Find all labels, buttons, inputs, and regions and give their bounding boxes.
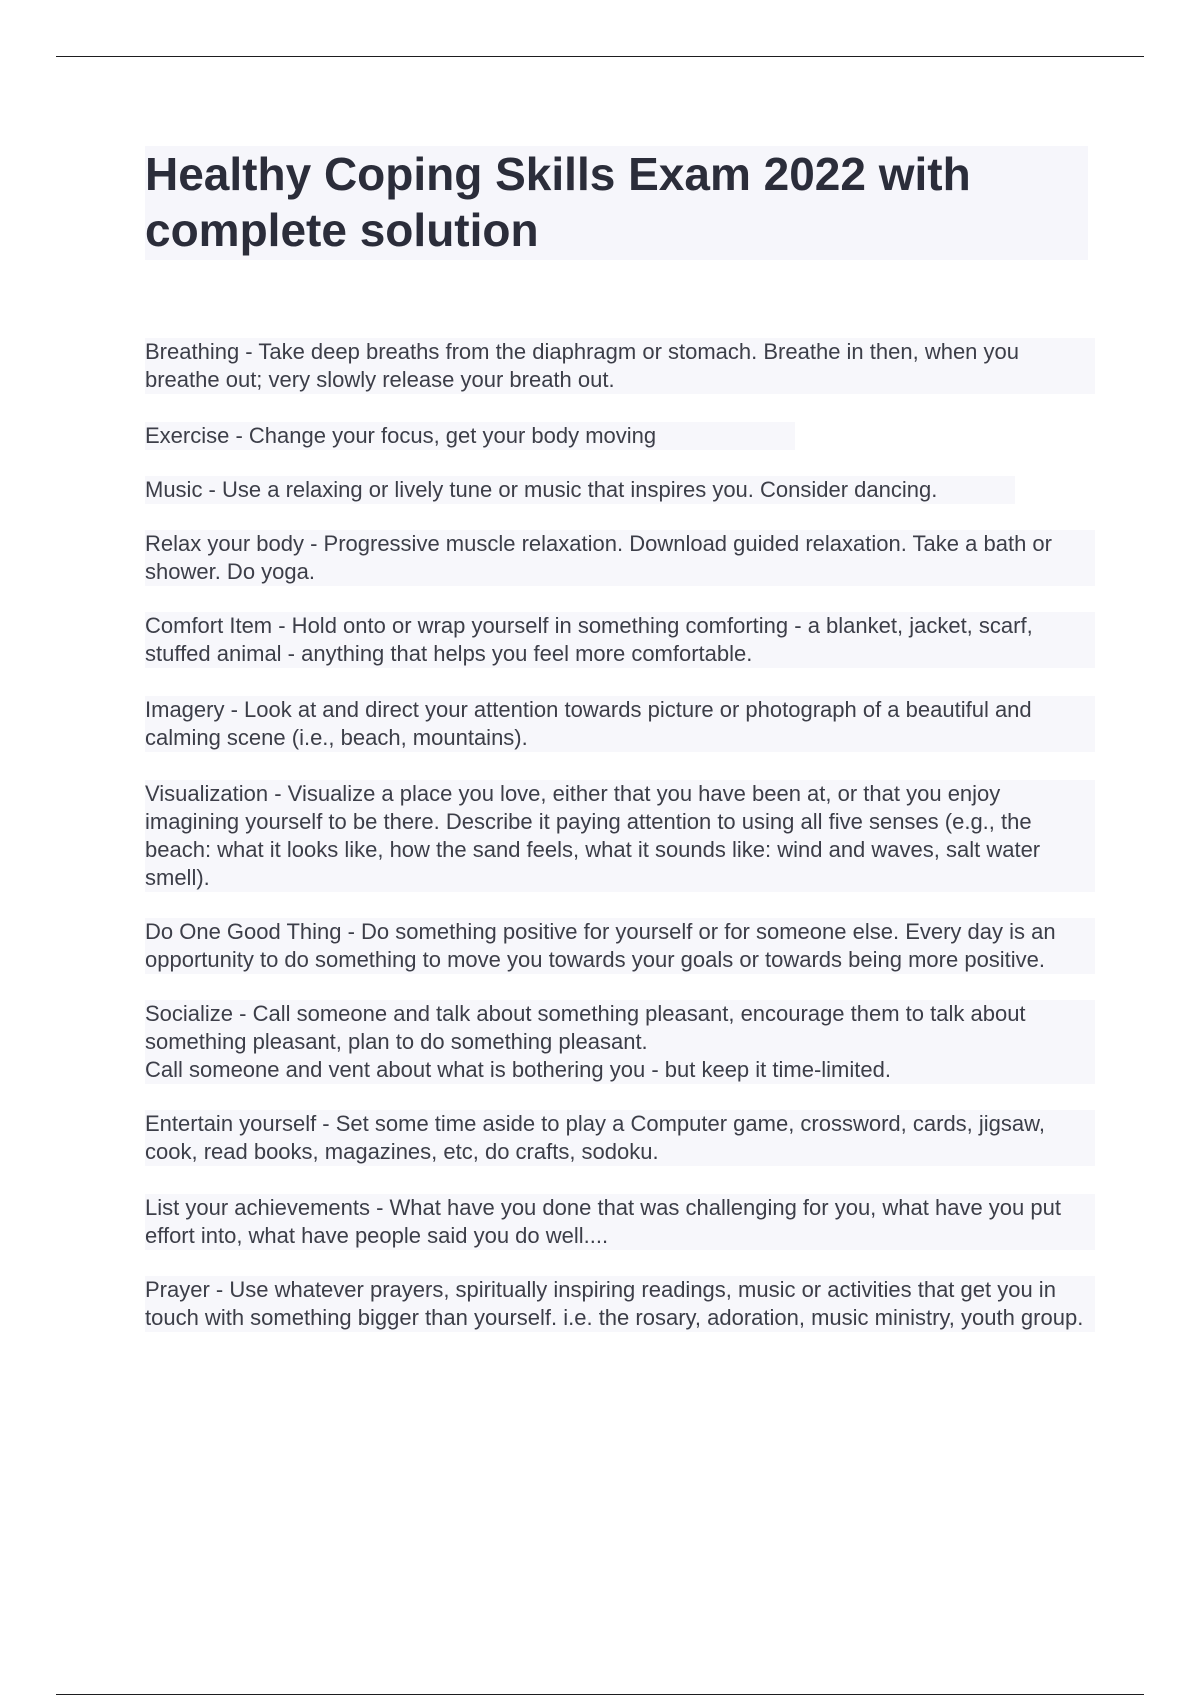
- entry-visualization: [145, 780, 1095, 892]
- entry-comfort-item: [145, 612, 1095, 668]
- title-block: [145, 146, 1088, 260]
- entry-text: Prayer - Use whatever prayers, spiritually inspiring readings, music or activities that get you in touch with something bigger than yourself. i.e. the rosary, adoration, music ministry, youth group.: [145, 1277, 1084, 1330]
- entry-text: Music - Use a relaxing or lively tune or music that inspires you. Consider dancing.: [145, 477, 938, 502]
- entry-text: Comfort Item - Hold onto or wrap yourself in something comforting - a blanket, jacket, scarf, stuffed animal - anything that helps you feel more comfortable.: [145, 613, 1033, 666]
- entry-imagery: [145, 696, 1095, 752]
- entry-text: Visualization - Visualize a place you love, either that you have been at, or that you enjoy imagining yourself to be there. Describe it paying attention to using all five senses (e.g., the beach: what it looks like, how the sand feels, what it sounds like: wind and waves, salt water smell).: [145, 781, 1041, 890]
- entry-entertain-yourself: [145, 1110, 1095, 1166]
- entry-text: Socialize - Call someone and talk about something pleasant, encourage them to talk about something pleasant, plan to do something pleasant.: [145, 1001, 1026, 1054]
- entry-text: Breathing - Take deep breaths from the diaphragm or stomach. Breathe in then, when you breathe out; very slowly release your breath out.: [145, 339, 1019, 392]
- entry-music: [145, 476, 1015, 504]
- entry-prayer: [145, 1276, 1095, 1332]
- coping-skills-list: [145, 338, 1095, 1332]
- entry-text: Relax your body - Progressive muscle relaxation. Download guided relaxation. Take a bath or shower. Do yoga.: [145, 531, 1052, 584]
- document-title: Healthy Coping Skills Exam 2022 with complete solution: [145, 148, 971, 256]
- entry-text-continued: Call someone and vent about what is bothering you - but keep it time-limited.: [145, 1057, 891, 1082]
- top-rule: [56, 56, 1144, 57]
- entry-list-your-achievements: [145, 1194, 1095, 1250]
- entry-text: Do One Good Thing - Do something positive for yourself or for someone else. Every day is an opportunity to do something to move you towards your goals or towards being more positive.: [145, 919, 1056, 972]
- entry-text: Entertain yourself - Set some time aside to play a Computer game, crossword, cards, jigsaw, cook, read books, magazines, etc, do crafts, sodoku.: [145, 1111, 1045, 1164]
- entry-socialize: [145, 1000, 1095, 1084]
- entry-relax-your-body: [145, 530, 1095, 586]
- entry-text: List your achievements - What have you done that was challenging for you, what have you put effort into, what have people said you do well....: [145, 1195, 1061, 1248]
- entry-do-one-good-thing: [145, 918, 1095, 974]
- entry-text: Imagery - Look at and direct your attention towards picture or photograph of a beautiful and calming scene (i.e., beach, mountains).: [145, 697, 1032, 750]
- entry-breathing: [145, 338, 1095, 394]
- bottom-rule: [56, 1694, 1144, 1695]
- entry-text: Exercise - Change your focus, get your body moving: [145, 423, 657, 448]
- entry-exercise: [145, 422, 795, 450]
